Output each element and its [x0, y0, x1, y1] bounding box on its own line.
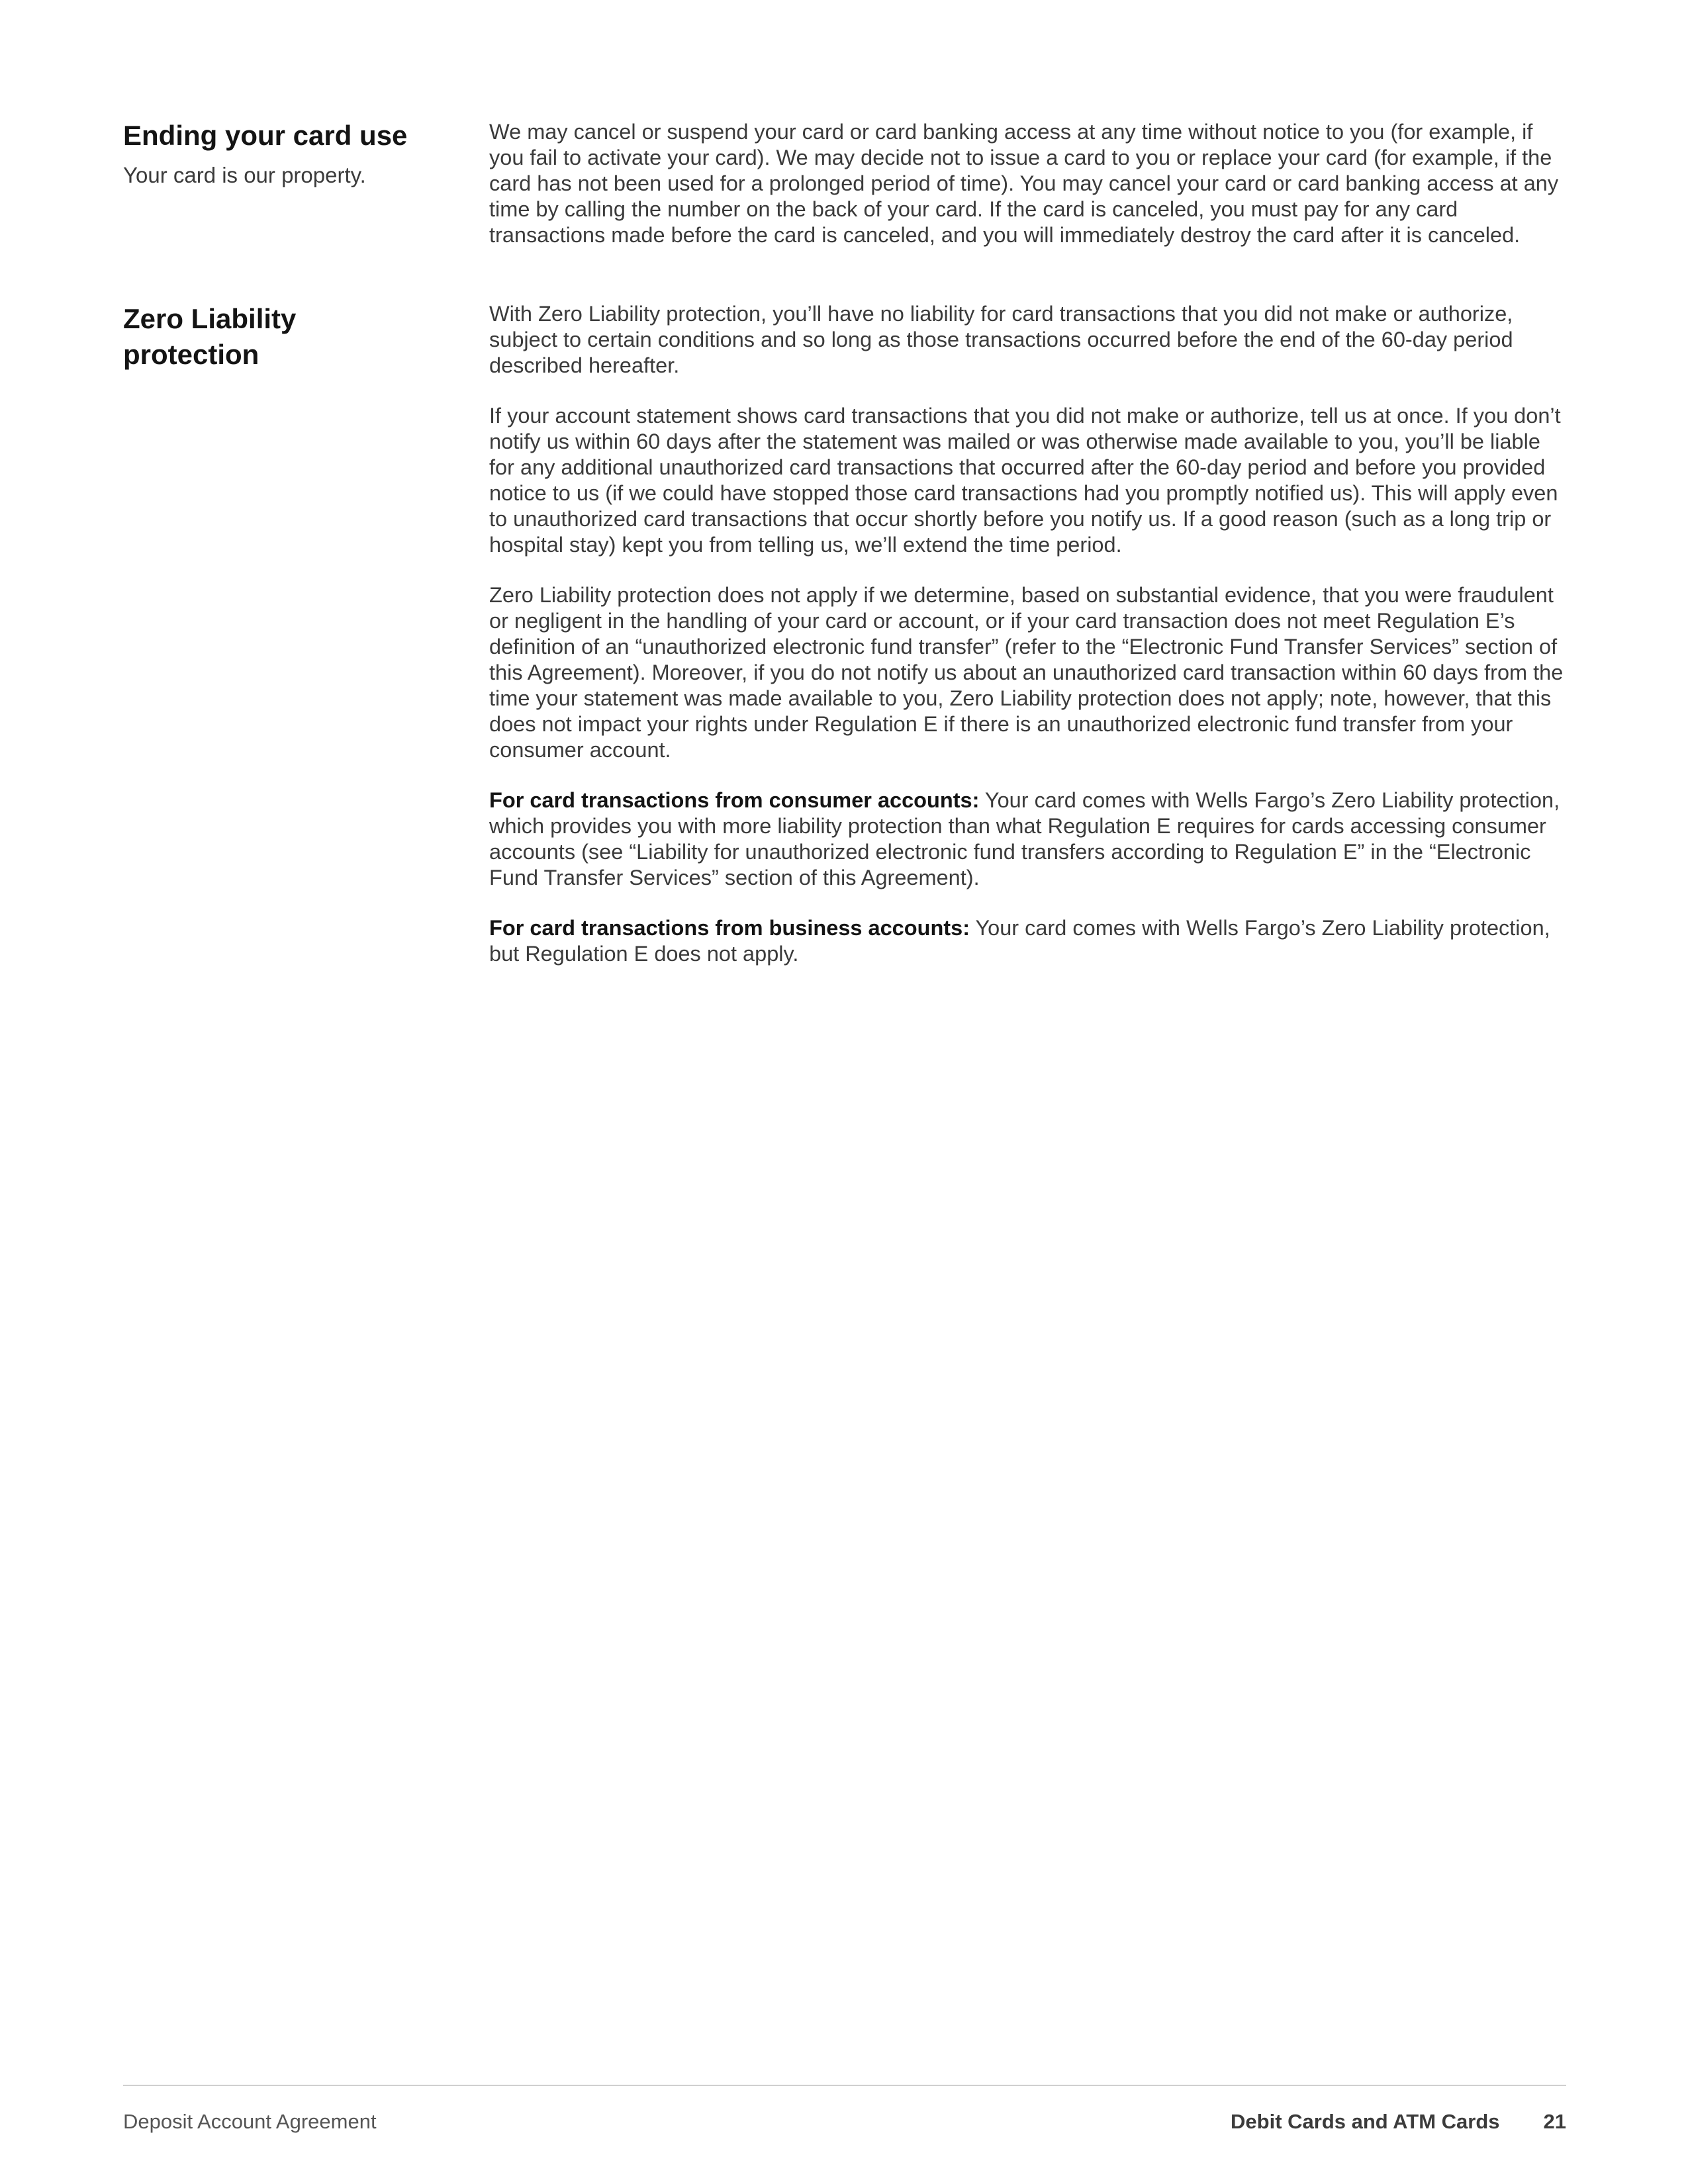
- paragraph-consumer-accounts: [489, 788, 1565, 891]
- section-subtext: Your card is our property.: [123, 163, 366, 187]
- footer-section-title: Debit Cards and ATM Cards: [1231, 2110, 1500, 2133]
- section-heading: Zero Liability protection: [123, 303, 297, 370]
- footer-divider: [123, 2085, 1566, 2086]
- paragraph: Zero Liability protection does not apply if we determine, based on substantial evidence, that you were fraudulent or negligent in the handling of your card or account, or if your card transaction does not meet Regulation E’s definition of an “unauthorized electronic fund transfer” (refer to the “Electronic Fund Transfer Services” section of this Agreement). Moreover, if you do not notify us about an unauthorized card transaction within 60 days from the time your statement was made available to you, Zero Liability protection does not apply; note, however, that this does not impact your rights under Regulation E if there is an unauthorized electronic fund transfer from your consumer account.: [489, 583, 1564, 762]
- paragraph-business-accounts: [489, 915, 1565, 967]
- business-accounts-text: Your card comes with Wells Fargo’s Zero Liability protection, but Regulation E does not apply.: [489, 916, 1550, 966]
- section-heading: Ending your card use: [123, 120, 408, 151]
- paragraph: We may cancel or suspend your card or card banking access at any time without notice to you (for example, if you fail to activate your card). We may decide not to issue a card to you or replace your card (for example, if the card has not been used for a prolonged period of time). You may cancel your card or card banking access at any time by calling the number on the back of your card. If the card is canceled, you must pay for any card transactions made before the card is canceled, and you will immediately destroy the card after it is canceled.: [489, 120, 1559, 247]
- business-accounts-label: For card transactions from business accounts:: [489, 916, 970, 940]
- paragraph: If your account statement shows card transactions that you did not make or authorize, tell us at once. If you don’t notify us within 60 days after the statement was mailed or was otherwise made available to you, you’ll be liable for any additional unauthorized card transactions that occurred after the 60-day period and before you provided notice to us (if we could have stopped those card transactions had you promptly notified us). This will apply even to unauthorized card transactions that occur shortly before you notify us. If a good reason (such as a long trip or hospital stay) kept you from telling us, we’ll extend the time period.: [489, 404, 1561, 557]
- section-content: [489, 119, 1565, 273]
- section-sidebar: [123, 301, 454, 373]
- footer-right-group: [1231, 2107, 1566, 2136]
- consumer-accounts-label: For card transactions from consumer accounts:: [489, 788, 980, 812]
- footer-document-title: Deposit Account Agreement: [123, 2110, 377, 2133]
- section-content: [489, 301, 1565, 991]
- section-sidebar: [123, 118, 454, 189]
- consumer-accounts-text: Your card comes with Wells Fargo’s Zero Liability protection, which provides you with more liability protection than what Regulation E requires for cards accessing consumer accounts (see “Liability for unauthorized electronic fund transfers according to Regulation E” in the “Electronic Fund Transfer Services” section of this Agreement).: [489, 788, 1560, 889]
- page-number: 21: [1543, 2110, 1566, 2133]
- page-footer: [123, 2107, 1566, 2136]
- paragraph: With Zero Liability protection, you’ll have no liability for card transactions that you did not make or authorize, subject to certain conditions and so long as those transactions occurred before the end of the 60-day period described hereafter.: [489, 302, 1513, 377]
